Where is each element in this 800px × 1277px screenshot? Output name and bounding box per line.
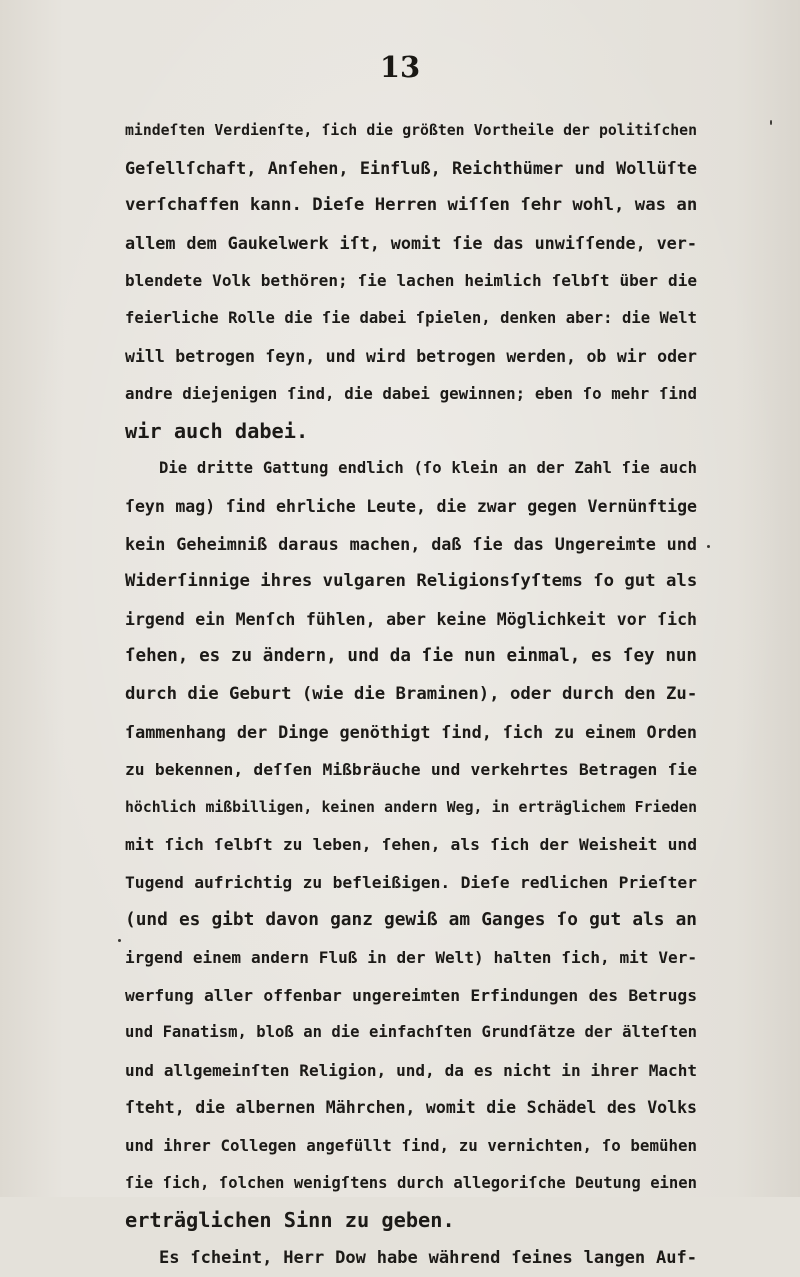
text-line: und Fanatism, bloß an die einfachſten Grundſätze der älteſten — [125, 1023, 697, 1042]
text-line: blendete Volk bethören; ſie lachen heimlich ſelbſt über die — [125, 271, 697, 291]
text-line: höchlich mißbilligen, keinen andern Weg, in erträglichem Frieden — [125, 798, 697, 816]
page-number: 13 — [379, 50, 421, 84]
text-line: durch die Geburt (wie die Braminen), oder durch den Zu- — [125, 683, 698, 704]
body-text — [125, 112, 697, 1277]
ink-speck — [118, 939, 121, 942]
text-line: irgend einem andern Fluß in der Welt) halten ſich, mit Ver- — [125, 948, 697, 968]
text-line: mindeſten Verdienſte, ſich die größten Vortheile der politiſchen — [125, 122, 697, 139]
text-line: (und es gibt davon ganz gewiß am Ganges ſo gut als an — [125, 909, 697, 931]
text-line: Widerſinnige ihres vulgaren Religionsſyſtems ſo gut als — [125, 571, 698, 592]
paragraph-start-line: Die dritte Gattung endlich (ſo klein an der Zahl ſie auch — [159, 459, 697, 478]
text-line: mit ſich ſelbſt zu leben, ſehen, als ſich der Weisheit und — [125, 835, 697, 855]
text-line: Geſellſchaft, Anſehen, Einfluß, Reichthümer und Wollüſte — [125, 157, 697, 178]
ink-speck — [707, 545, 710, 548]
text-line: verſchaffen kann. Dieſe Herren wiſſen ſehr wohl, was an — [125, 195, 698, 216]
text-line: ſehen, es zu ändern, und da ſie nun einmal, es ſey nun — [125, 646, 697, 667]
paragraph-end-line: wir auch dabei. — [125, 418, 309, 443]
text-line: und ihrer Collegen angefüllt ſind, zu vernichten, ſo bemühen — [125, 1136, 697, 1156]
paragraph-start-line: Es ſcheint, Herr Dow habe während ſeines langen Auf- — [159, 1247, 697, 1268]
ink-speck — [770, 120, 772, 125]
text-line: werfung aller offenbar ungereimten Erfindungen des Betrugs — [125, 985, 697, 1005]
text-line: Tugend aufrichtig zu befleißigen. Dieſe redlichen Prieſter — [125, 872, 697, 892]
text-line: zu bekennen, deſſen Mißbräuche und verkehrtes Betragen ſie — [125, 760, 697, 780]
text-line: ſeyn mag) ſind ehrliche Leute, die zwar gegen Vernünftige — [125, 496, 697, 516]
text-line: ſammenhang der Dinge genöthigt ſind, ſich zu einem Orden — [125, 721, 697, 742]
text-line: allem dem Gaukelwerk iſt, womit ſie das unwiſſende, ver- — [125, 232, 697, 253]
text-line: feierliche Rolle die ſie dabei ſpielen, denken aber: die Welt — [125, 308, 697, 327]
text-line: ſteht, die albernen Mährchen, womit die Schädel des Volks — [125, 1098, 697, 1118]
text-line: andre diejenigen ſind, die dabei gewinnen; eben ſo mehr ſind — [125, 384, 697, 404]
text-line: will betrogen ſeyn, und wird betrogen werden, ob wir oder — [125, 346, 697, 366]
text-line: und allgemeinſten Religion, und, da es nicht in ihrer Macht — [125, 1060, 697, 1080]
text-line: irgend ein Menſch fühlen, aber keine Möglichkeit vor ſich — [125, 609, 697, 629]
text-line: kein Geheimniß daraus machen, daß ſie das Ungereimte und — [125, 533, 697, 554]
text-line: ſie ſich, ſolchen wenigſtens durch allegoriſche Deutung einen — [125, 1173, 697, 1192]
paragraph-end-line: erträglichen Sinn zu geben. — [125, 1208, 455, 1233]
